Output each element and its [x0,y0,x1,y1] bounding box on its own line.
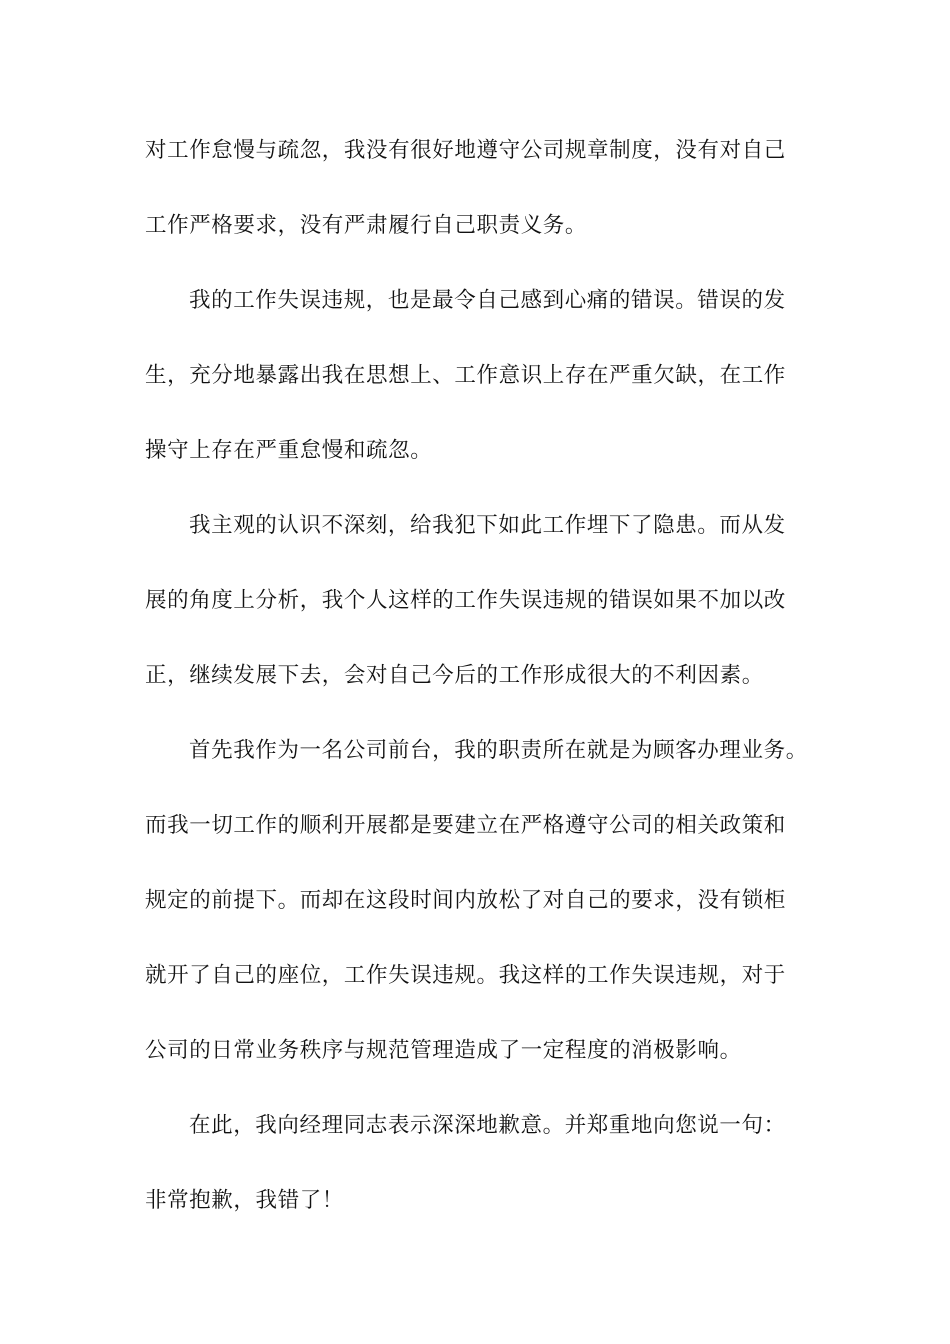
text-line: 生，充分地暴露出我在思想上、工作意识上存在严重欠缺，在工作 [145,363,786,388]
text-line: 非常抱歉，我错了！ [145,1188,344,1213]
text-line: 展的角度上分析，我个人这样的工作失误违规的错误如果不加以改 [145,588,786,613]
text-line: 操守上存在严重怠慢和疏忽。 [145,438,433,463]
text-line: 规定的前提下。而却在这段时间内放松了对自己的要求，没有锁柜 [145,888,786,913]
paragraph-start-line: 首先我作为一名公司前台，我的职责所在就是为顾客办理业务。 [189,738,808,763]
text-line: 就开了自己的座位，工作失误违规。我这样的工作失误违规，对于 [145,963,786,988]
paragraph-start-line: 我主观的认识不深刻，给我犯下如此工作埋下了隐患。而从发 [189,513,786,538]
document-body [145,128,810,1253]
text-line: 正，继续发展下去，会对自己今后的工作形成很大的不利因素。 [145,663,764,688]
paragraph-start-line: 我的工作失误违规，也是最令自己感到心痛的错误。错误的发 [189,288,786,313]
text-line: 工作严格要求，没有严肃履行自己职责义务。 [145,213,588,238]
text-line: 公司的日常业务秩序与规范管理造成了一定程度的消极影响。 [145,1038,742,1063]
text-line: 而我一切工作的顺利开展都是要建立在严格遵守公司的相关政策和 [145,813,786,838]
paragraph-start-line: 在此，我向经理同志表示深深地歉意。并郑重地向您说一句： [189,1113,786,1138]
text-line: 对工作怠慢与疏忽，我没有很好地遵守公司规章制度，没有对自己 [145,138,786,163]
